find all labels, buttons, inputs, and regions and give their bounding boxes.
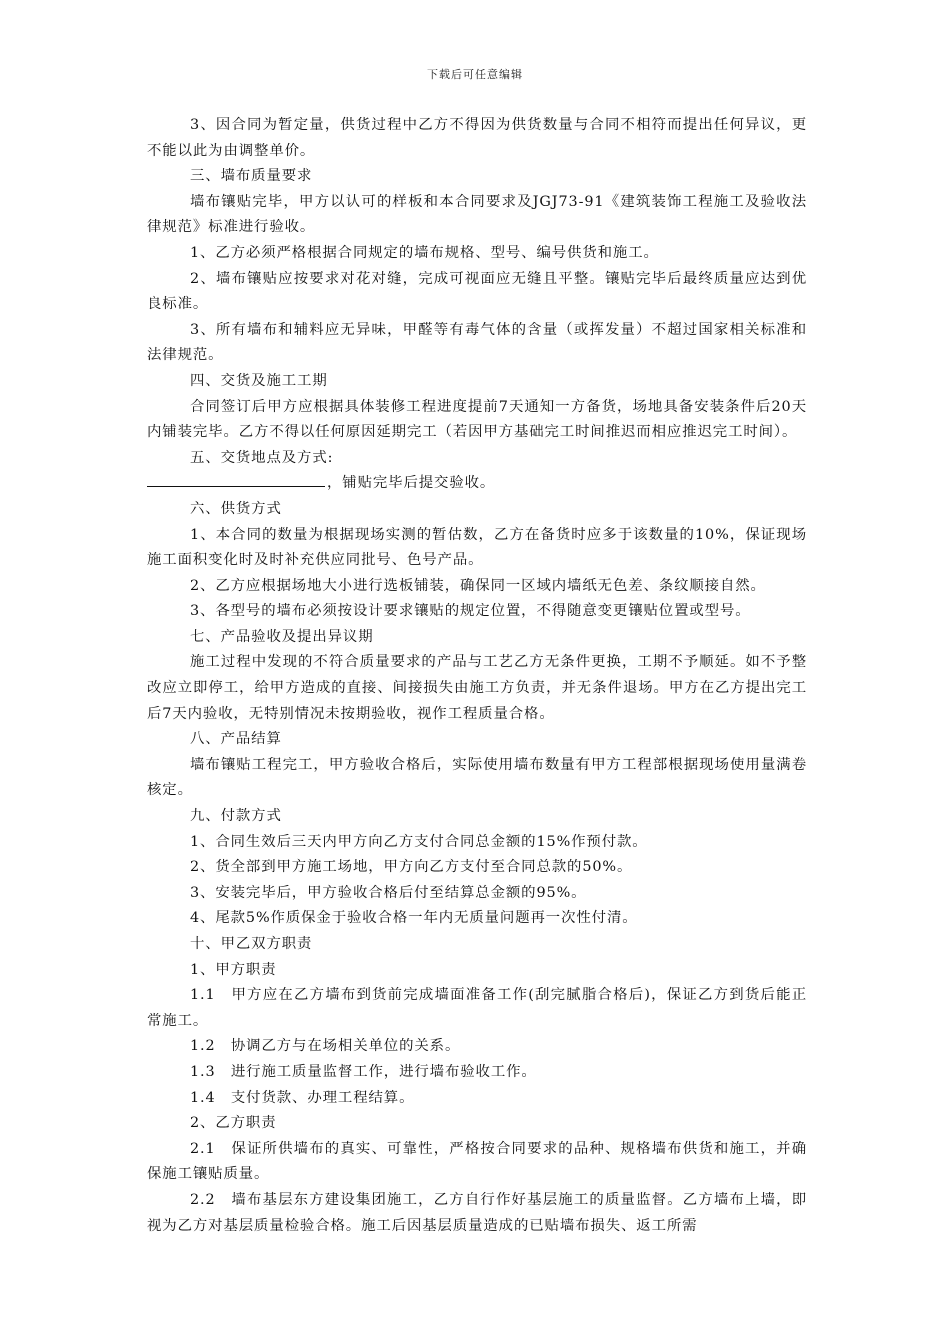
paragraph: 墙布镶贴工程完工，甲方验收合格后，实际使用墙布数量有甲方工程部根据现场使用量满卷核定。	[147, 756, 807, 799]
paragraph: 九、付款方式	[190, 808, 282, 825]
paragraph: 1.4 支付货款、办理工程结算。	[190, 1089, 415, 1106]
paragraph: 3、所有墙布和辅料应无异味，甲醛等有毒气体的含量（或挥发量）不超过国家相关标准和法律规范。	[147, 321, 807, 364]
paragraph: 3、因合同为暂定量，供货过程中乙方不得因为供货数量与合同不相符而提出任何异议，更不能以此为由调整单价。	[147, 117, 807, 159]
paragraph: 合同签订后甲方应根据具体装修工程进度提前7天通知一方备货，场地具备安装条件后20天内铺装完毕。乙方不得以任何原因延期完工（若因甲方基础完工时间推迟而相应推迟完工时间）。	[147, 398, 807, 441]
fill-in-blank-line[interactable]	[147, 471, 325, 487]
paragraph: 2、货全部到甲方施工场地，甲方向乙方支付至合同总款的50%。	[190, 859, 633, 876]
paragraph: 2.1 保证所供墙布的真实、可靠性，严格按合同要求的品种、规格墙布供货和施工，并确保施工镶贴质量。	[147, 1140, 807, 1183]
paragraph: 六、供货方式	[190, 500, 282, 517]
paragraph: 十、甲乙双方职责	[190, 936, 313, 952]
page-header: 下载后可任意编辑	[427, 68, 523, 81]
paragraph: 七、产品验收及提出异议期	[190, 628, 374, 645]
paragraph: 3、各型号的墙布必须按设计要求镶贴的规定位置，不得随意变更镶贴位置或型号。	[190, 603, 751, 620]
paragraph: 施工过程中发现的不符合质量要求的产品与工艺乙方无条件更换，工期不予顺延。如不予整改应立即停工，给甲方造成的直接、间接损失由施工方负责，并无条件退场。甲方在乙方提出完工后7天内验收，无特别情况未按期验收，视作工程质量合格。	[147, 654, 807, 722]
paragraph	[147, 471, 807, 497]
paragraph-text: ，铺贴完毕后提交验收。	[327, 475, 496, 492]
paragraph: 4、尾款5%作质保金于验收合格一年内无质量问题再一次性付清。	[190, 910, 638, 927]
paragraph: 1、合同生效后三天内甲方向乙方支付合同总金额的15%作预付款。	[190, 833, 648, 850]
document-body	[147, 113, 807, 1239]
paragraph: 3、安装完毕后，甲方验收合格后付至结算总金额的95%。	[190, 884, 587, 901]
paragraph: 2、乙方职责	[190, 1115, 277, 1132]
paragraph: 三、墙布质量要求	[190, 168, 313, 185]
paragraph: 1、乙方必须严格根据合同规定的墙布规格、型号、编号供货和施工。	[190, 244, 659, 261]
paragraph: 1、甲方职责	[190, 961, 277, 978]
paragraph: 1.1 甲方应在乙方墙布到货前完成墙面准备工作(刮完腻脂合格后)，保证乙方到货后能正常施工。	[147, 987, 807, 1029]
paragraph: 四、交货及施工工期	[190, 372, 328, 389]
paragraph: 2.2 墙布基层东方建设集团施工，乙方自行作好基层施工的质量监督。乙方墙布上墙，即视为乙方对基层质量检验合格。施工后因基层质量造成的已贴墙布损失、返工所需	[147, 1191, 807, 1234]
paragraph: 五、交货地点及方式:	[190, 449, 334, 466]
paragraph: 1、本合同的数量为根据现场实测的暂估数，乙方在备货时应多于该数量的10%，保证现场施工面积变化时及时补充供应同批号、色号产品。	[147, 526, 807, 569]
paragraph: 墙布镶贴完毕，甲方以认可的样板和本合同要求及JGJ73-91《建筑装饰工程施工及验收法律规范》标准进行验收。	[147, 193, 807, 236]
paragraph: 1.3 进行施工质量监督工作，进行墙布验收工作。	[190, 1063, 537, 1080]
paragraph: 八、产品结算	[190, 731, 282, 748]
paragraph: 2、墙布镶贴应按要求对花对缝，完成可视面应无缝且平整。镶贴完毕后最终质量应达到优良标准。	[147, 270, 807, 313]
paragraph: 2、乙方应根据场地大小进行选板铺装，确保同一区域内墙纸无色差、条纹顺接自然。	[190, 577, 766, 594]
paragraph: 1.2 协调乙方与在场相关单位的关系。	[190, 1038, 461, 1055]
